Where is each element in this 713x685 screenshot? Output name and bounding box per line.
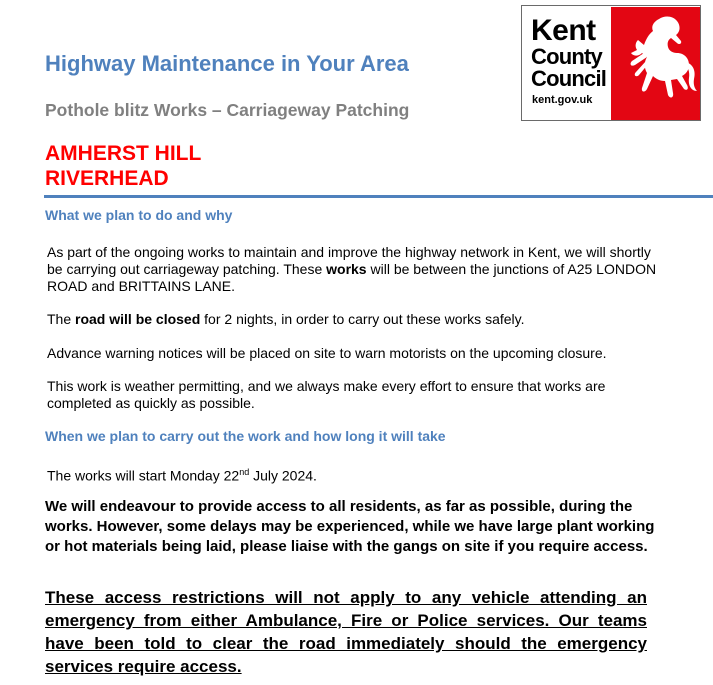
- paragraph-weather: This work is weather permitting, and we always make every effort to ensure that works are completed as quickly as possible.: [47, 378, 606, 411]
- paragraph-start-date: [47, 464, 667, 485]
- intro-text-a: As part of the ongoing works to maintain and improve the highway network in Kent, we will shortly be carrying out carriageway patching. These: [47, 244, 651, 277]
- section-heading-schedule: When we plan to carry out the work and how long it will take: [45, 428, 446, 444]
- page-title: Highway Maintenance in Your Area: [45, 51, 409, 76]
- intro-text-b: will be between the junctions of A25 LONDON ROAD and BRITTAINS LANE.: [47, 261, 657, 294]
- paragraph-access: We will endeavour to provide access to all residents, as far as possible, during the works. However, some delays may be experienced, while we have large plant working or hot materials being laid, please liaise with the gangs on site if you require access.: [45, 498, 655, 555]
- logo-url: kent.gov.uk: [532, 94, 593, 106]
- logo-red-panel: [611, 7, 700, 120]
- start-text-a: The works will start Monday 22: [47, 467, 240, 484]
- header-divider: [44, 195, 713, 198]
- paragraph-closure: [47, 311, 667, 328]
- closure-text-a: The: [47, 311, 76, 327]
- start-text-sup: nd: [239, 467, 250, 477]
- paragraph-intro: [47, 244, 667, 295]
- intro-text-bold: works: [326, 261, 367, 277]
- logo-word-county: County: [531, 44, 602, 69]
- paragraph-emergency: These access restrictions will not apply to any vehicle attending an emergency from either Ambulance, Fire or Police services. Our teams have been told to clear the road immediately should the emergency services require access.: [45, 588, 647, 676]
- closure-text-bold: road will be closed: [75, 311, 201, 327]
- location-town: RIVERHEAD: [45, 167, 169, 190]
- closure-text-b: for 2 nights, in order to carry out these works safely.: [200, 311, 525, 327]
- section-heading-plan: What we plan to do and why: [45, 207, 233, 223]
- page-subtitle: Pothole blitz Works – Carriageway Patching: [45, 100, 410, 120]
- paragraph-warning-notices: Advance warning notices will be placed on site to warn motorists on the upcoming closure.: [47, 345, 607, 361]
- logo-word-council: Council: [531, 66, 607, 91]
- location-road: AMHERST HILL: [45, 142, 202, 165]
- logo-word-kent: Kent: [531, 14, 596, 47]
- kent-county-council-logo: [521, 5, 701, 121]
- white-horse-icon: [611, 7, 700, 120]
- start-text-b: July 2024.: [249, 467, 317, 484]
